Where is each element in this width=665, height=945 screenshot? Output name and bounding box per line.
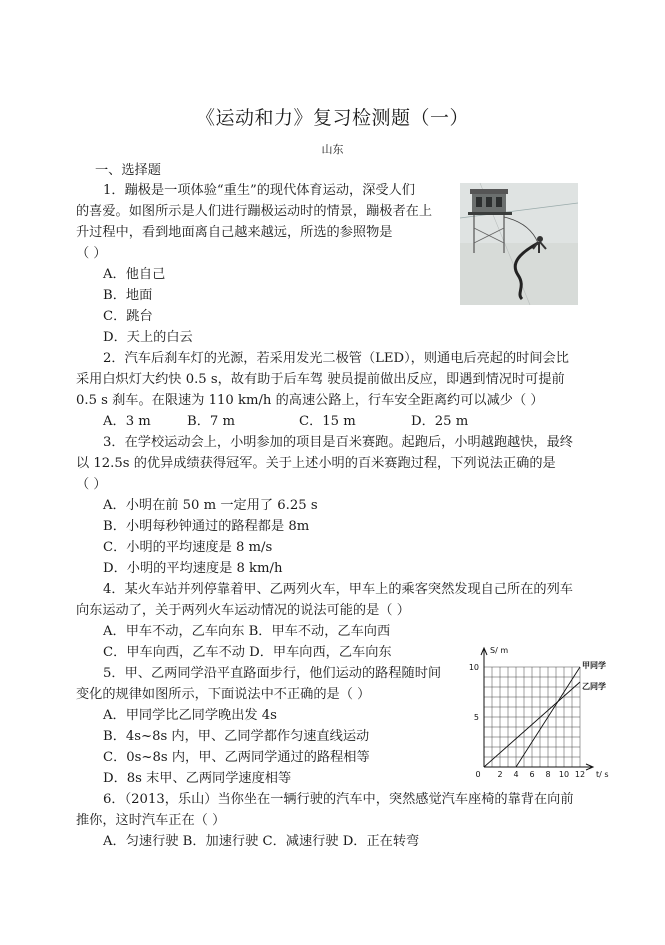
q6-options: A．匀速行驶 B．加速行驶 C．减速行驶 D．正在转弯 (103, 834, 420, 849)
q5-option-b: B．4s~8s 内，甲、乙同学都作匀速直线运动 (103, 729, 370, 744)
q1-line-2: 的喜爱。如图所示是人们进行蹦极运动时的情景，蹦极者在上 (76, 204, 433, 219)
q5-line-1: 5．甲、乙两同学沿平直路面步行，他们运动的路程随时间 (103, 666, 442, 681)
graph-axes (481, 648, 593, 770)
q6-line-1: 6．（2013，乐山）当你坐在一辆行驶的汽车中，突然感觉汽车座椅的靠背在向前 (103, 792, 574, 807)
series-label-yi: 乙同学 (582, 682, 606, 691)
distance-time-graph (458, 633, 618, 781)
section-heading: 一、选择题 (95, 163, 161, 178)
series-label-jia: 甲同学 (582, 661, 606, 670)
bungee-photo (460, 183, 578, 305)
q2-line-3: 0.5 s 刹车。在限速为 110 km/h 的高速公路上，行车安全距离约可以减少（ ） (76, 393, 544, 408)
x-tick-label: 4 (513, 770, 519, 779)
y-axis-label: S/ m (490, 646, 509, 655)
q2-line-1: 2．汽车后刹车灯的光源，若采用发光二极管（LED），则通电后亮起的时间会比 (103, 351, 569, 366)
q5-option-a: A．甲同学比乙同学晚出发 4s (103, 708, 277, 723)
x-axis-label: t/ s (596, 770, 609, 779)
q4-line-1: 4．某火车站并列停靠着甲、乙两列火车，甲车上的乘客突然发现自己所在的列车 (103, 582, 573, 597)
q4-line-2: 向东运动了，关于两列火车运动情况的说法可能的是（ ） (76, 603, 410, 618)
q3-line-2: 以 12.5s 的优异成绩获得冠军。关于上述小明的百米赛跑过程，下列说法正确的是 (76, 456, 556, 471)
x-tick-label: 12 (574, 770, 586, 779)
q2-option-c: C．15 m (299, 414, 356, 429)
x-tick-label: 6 (529, 770, 535, 779)
page-subtitle: 山东 (321, 143, 344, 156)
y-tick-label: 5 (473, 713, 479, 722)
q2-option-b: B．7 m (187, 414, 235, 429)
q2-line-2: 采用白炽灯大约快 0.5 s，故有助于后车驾 驶员提前做出反应，即遇到情况时可提前 (76, 372, 565, 387)
q5-option-d: D．8s 末甲、乙两同学速度相等 (103, 771, 292, 786)
graph-grid (484, 667, 580, 767)
q4-option-cd: C．甲车向西，乙车不动 D．甲车向西，乙车向东 (103, 645, 392, 660)
q1-line-1: 1．蹦极是一项体验“重生”的现代体育运动，深受人们 (103, 183, 415, 198)
q3-option-a: A．小明在前 50 m 一定用了 6.25 s (103, 498, 318, 513)
q2-option-d: D．25 m (411, 414, 469, 429)
page-title: 《运动和力》复习检测题（一） (195, 107, 469, 129)
q3-option-b: B．小明每秒钟通过的路程都是 8m (103, 519, 310, 534)
q1-line-3: 升过程中，看到地面离自己越来越远，所选的参照物是 (76, 225, 393, 240)
x-tick-label: 10 (558, 770, 570, 779)
q3-option-c: C．小明的平均速度是 8 m/s (103, 540, 273, 555)
q1-option-b: B．地面 (103, 288, 153, 303)
q1-option-c: C．跳台 (103, 309, 153, 324)
graph-labels (469, 646, 609, 779)
q6-line-2: 推你，这时汽车正在（ ） (76, 813, 226, 828)
q3-option-d: D．小明的平均速度是 8 km/h (103, 561, 283, 576)
q3-line-3: （ ） (76, 477, 107, 492)
x-tick-label: 2 (497, 770, 503, 779)
q1-option-d: D．天上的白云 (103, 330, 193, 345)
q1-option-a: A．他自己 (103, 267, 166, 282)
q5-option-c: C．0s~8s 内，甲、乙两同学通过的路程相等 (103, 750, 370, 765)
q3-line-1: 3．在学校运动会上，小明参加的项目是百米赛跑。起跑后，小明越跑越快，最终 (103, 435, 573, 450)
q1-line-4: （ ） (76, 246, 107, 261)
y-tick-label: 10 (468, 663, 479, 672)
x-tick-label: 0 (475, 770, 481, 779)
q5-line-2: 变化的规律如图所示，下面说法中不正确的是（ ） (76, 687, 371, 702)
x-tick-label: 8 (545, 770, 551, 779)
q2-option-a: A．3 m (103, 414, 151, 429)
q4-option-ab: A．甲车不动，乙车向东 B．甲车不动，乙车向西 (103, 624, 391, 639)
